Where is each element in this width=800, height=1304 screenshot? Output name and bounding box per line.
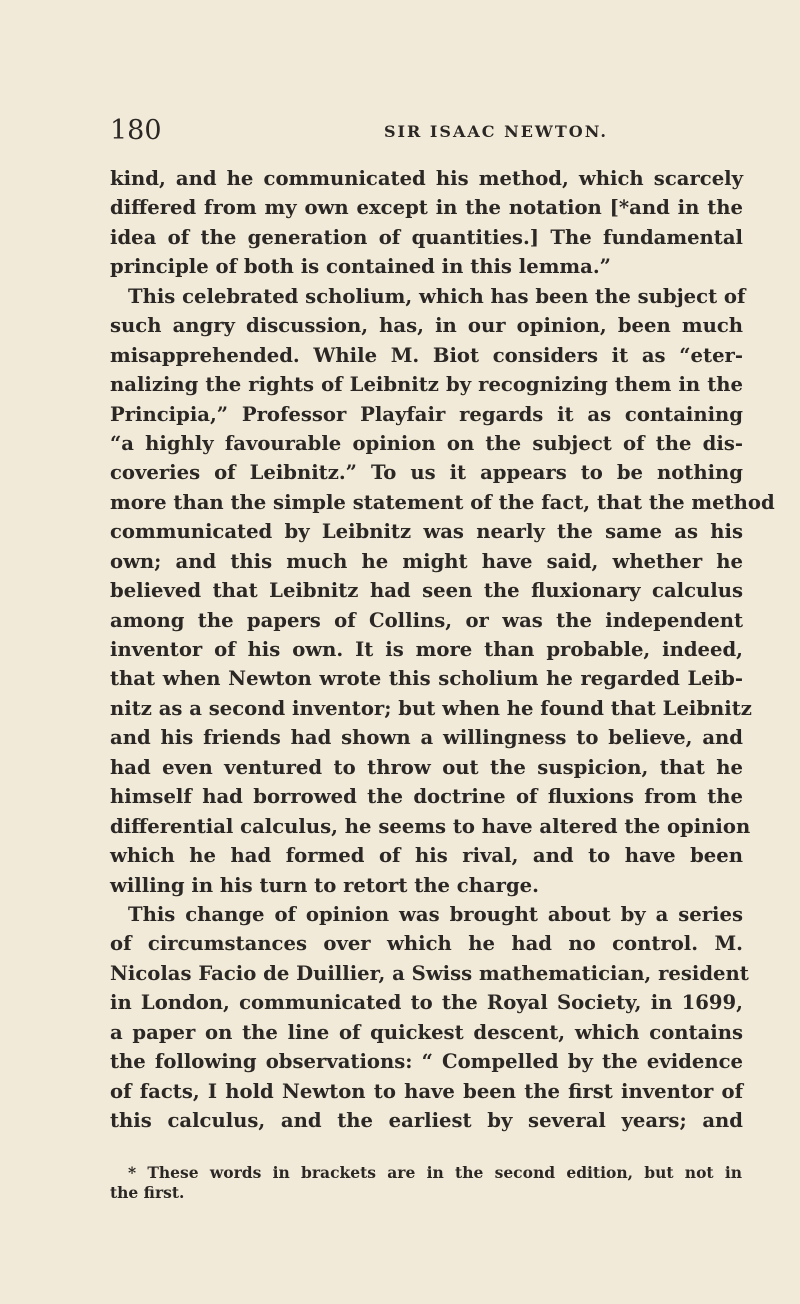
text-line: communicated by Leibnitz was nearly the same as his	[110, 520, 743, 544]
text-line: that when Newton wrote this scholium he regarded Leib-	[110, 667, 743, 691]
text-line: had even ventured to throw out the suspicion, that he	[110, 755, 743, 779]
text-line: differential calculus, he seems to have altered the opinion	[110, 814, 751, 838]
text-line: such angry discussion, has, in our opinion, been much	[110, 314, 743, 338]
page-number: 180	[110, 115, 162, 146]
text-line: of circumstances over which he had no control. M.	[110, 932, 743, 956]
text-line: This celebrated scholium, which has been the subject of	[128, 284, 746, 308]
text-line: Nicolas Facio de Duillier, a Swiss mathematician, resident	[110, 961, 749, 985]
text-line: kind, and he communicated his method, which scarcely	[110, 167, 743, 190]
text-line: this calculus, and the earliest by several years; and	[110, 1109, 743, 1132]
footnote	[110, 1163, 742, 1203]
text-line: This change of opinion was brought about by a series	[128, 902, 743, 926]
text-line: own; and this much he might have said, whether he	[110, 549, 743, 573]
text-line: believed that Leibnitz had seen the fluxionary calculus	[110, 579, 743, 603]
page-header	[110, 115, 742, 151]
text-line: idea of the generation of quantities.] The fundamental	[110, 225, 743, 249]
text-line: inventor of his own. It is more than probable, indeed,	[110, 638, 743, 661]
text-line: which he had formed of his rival, and to have been	[110, 844, 743, 868]
text-line: misapprehended. While M. Biot considers it as “eter-	[110, 343, 743, 367]
text-line: more than the simple statement of the fact, that the method	[110, 490, 775, 514]
text-line: differed from my own except in the notation [*and in the	[110, 196, 743, 220]
text-line: in London, communicated to the Royal Society, in 1699,	[110, 991, 743, 1015]
text-line: nalizing the rights of Leibnitz by recognizing them in the	[110, 373, 743, 397]
body-text	[110, 164, 775, 1135]
text-line: himself had borrowed the doctrine of fluxions from the	[110, 785, 743, 809]
text-line: the following observations: “ Compelled by the evidence	[110, 1050, 743, 1074]
running-head: SIR ISAAC NEWTON.	[384, 122, 608, 141]
text-line: a paper on the line of quickest descent, which contains	[110, 1020, 743, 1044]
text-line: of facts, I hold Newton to have been the first inventor of	[110, 1079, 743, 1103]
text-line: Principia,” Professor Playfair regards it as containing	[110, 402, 743, 426]
text-line: among the papers of Collins, or was the independent	[110, 608, 743, 632]
text-line: principle of both is contained in this lemma.”	[110, 255, 611, 279]
footnote-line: the first.	[110, 1183, 185, 1202]
text-line: coveries of Leibnitz.” To us it appears to be nothing	[110, 461, 743, 485]
text-line: and his friends had shown a willingness to believe, and	[110, 726, 743, 750]
text-line: willing in his turn to retort the charge.	[110, 873, 539, 897]
text-line: “a highly favourable opinion on the subject of the dis-	[110, 431, 743, 455]
text-line: nitz as a second inventor; but when he found that Leibnitz	[110, 696, 752, 720]
footnote-line: * These words in brackets are in the second edition, but not in	[128, 1163, 742, 1182]
